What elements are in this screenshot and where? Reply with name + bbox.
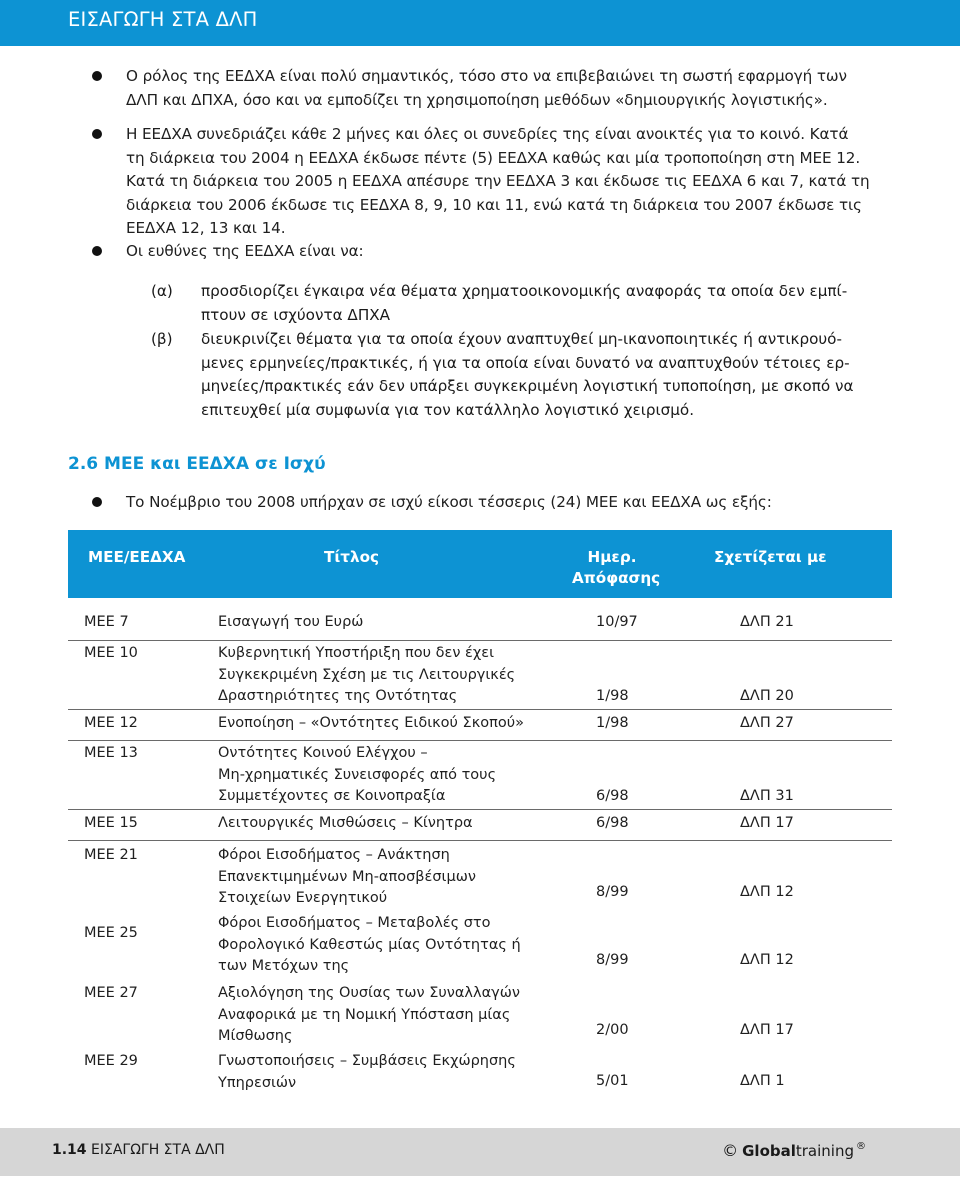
row-date: 1/98 xyxy=(596,688,629,704)
text-line: ΕΕΔΧΑ 12, 13 και 14. xyxy=(126,219,286,237)
row-title-line: Φόροι Εισοδήματος – Ανάκτηση xyxy=(218,847,450,863)
brand-name-bold: Global xyxy=(742,1142,796,1160)
page-header-band xyxy=(0,0,960,46)
row-title xyxy=(218,743,568,808)
column-header-code: ΜΕΕ/ΕΕΔΧΑ xyxy=(88,548,186,566)
row-related: ΔΛΠ 12 xyxy=(740,952,794,968)
section-intro-text: Το Νοέμβριο του 2008 υπήρχαν σε ισχύ είκοσι τέσσερις (24) ΜΕΕ και ΕΕΔΧΑ ως εξής: xyxy=(126,493,772,511)
table-header xyxy=(68,530,892,598)
bullet-item xyxy=(92,123,882,241)
row-title xyxy=(218,713,598,735)
section-heading: 2.6 ΜΕΕ και ΕΕΔΧΑ σε Ισχύ xyxy=(68,454,326,474)
row-related: ΔΛΠ 12 xyxy=(740,884,794,900)
row-code: ΜΕΕ 25 xyxy=(84,925,138,941)
text-line: μηνείες/πρακτικές εάν δεν υπάρξει συγκεκριμένη λογιστική τυποποίηση, με σκοπό να xyxy=(201,377,854,395)
row-title-line: Στοιχείων Ενεργητικού xyxy=(218,890,388,906)
row-related: ΔΛΠ 1 xyxy=(740,1073,785,1089)
sub-item-label: (α) xyxy=(151,282,173,300)
column-header-date-line: Απόφασης xyxy=(572,569,661,587)
copyright-icon: © xyxy=(722,1141,739,1160)
row-title-line: Αναφορικά με τη Νομική Υπόσταση μίας xyxy=(218,1006,511,1023)
bullet-dot-icon xyxy=(92,246,102,256)
row-title-line: Φόροι Εισοδήματος – Μεταβολές στο xyxy=(218,915,491,931)
row-date: 1/98 xyxy=(596,715,629,731)
page-number: 1.14 xyxy=(52,1142,87,1158)
row-title-line: Μη-χρηματικές Συνεισφορές από τους xyxy=(218,766,497,783)
page-header-title: ΕΙΣΑΓΩΓΗ ΣΤΑ ΔΛΠ xyxy=(68,8,258,31)
text-line: Η ΕΕΔΧΑ συνεδριάζει κάθε 2 μήνες και όλες οι συνεδρίες της είναι ανοικτές για το κοινό. Κατά xyxy=(126,125,849,143)
text-line: προσδιορίζει έγκαιρα νέα θέματα χρηματοοικονομικής αναφοράς τα οποία δεν εμπί- xyxy=(201,282,848,300)
row-title-line: Αξιολόγηση της Ουσίας των Συναλλαγών xyxy=(218,985,520,1001)
text-line: Κατά τη διάρκεια του 2005 η ΕΕΔΧΑ απέσυρε την ΕΕΔΧΑ 3 και έκδωσε τις ΕΕΔΧΑ 6 και 7, κατά τη xyxy=(126,172,870,190)
sub-item xyxy=(147,280,882,327)
row-date: 5/01 xyxy=(596,1073,629,1089)
bullet-dot-icon xyxy=(92,129,102,139)
row-divider xyxy=(68,740,892,741)
text-line: πτουν σε ισχύοντα ΔΠΧΑ xyxy=(201,305,391,324)
row-divider xyxy=(68,640,892,641)
brand-name-regular: training xyxy=(795,1142,854,1160)
row-title xyxy=(218,813,568,835)
row-code: ΜΕΕ 7 xyxy=(84,614,129,630)
row-related: ΔΛΠ 17 xyxy=(740,1022,794,1038)
row-date: 6/98 xyxy=(596,788,629,804)
sub-item-text xyxy=(201,280,882,327)
text-line: μενες ερμηνείες/πρακτικές, ή για τα οποία είναι δυνατό να αναπτυχθούν τέτοιες ερ- xyxy=(201,353,850,372)
text-line: τη διάρκεια του 2004 η ΕΕΔΧΑ έκδωσε πέντε (5) ΕΕΔΧΑ καθώς και μία τροποποίηση στη ΜΕΕ 12. xyxy=(126,148,861,167)
footer-brand xyxy=(722,1141,866,1160)
row-title-line: Ενοποίηση – «Οντότητες Ειδικού Σκοπού» xyxy=(218,715,524,731)
row-date: 6/98 xyxy=(596,815,629,831)
row-title-line: Εισαγωγή του Ευρώ xyxy=(218,614,364,630)
row-related: ΔΛΠ 17 xyxy=(740,815,794,831)
row-title xyxy=(218,643,568,708)
row-title-line: Γνωστοποιήσεις – Συμβάσεις Εκχώρησης xyxy=(218,1053,516,1069)
row-title-line: Δραστηριότητες της Οντότητας xyxy=(218,688,458,704)
row-title-line: Φορολογικό Καθεστώς μίας Οντότητας ή xyxy=(218,936,521,953)
row-date: 10/97 xyxy=(596,614,638,630)
footer-page-info xyxy=(52,1142,225,1158)
row-title xyxy=(218,983,568,1048)
row-related: ΔΛΠ 21 xyxy=(740,614,794,630)
row-related: ΔΛΠ 31 xyxy=(740,788,794,804)
row-date: 2/00 xyxy=(596,1022,629,1038)
row-title-line: Μίσθωσης xyxy=(218,1028,293,1044)
row-divider xyxy=(68,709,892,710)
row-title xyxy=(218,845,568,910)
bullet-dot-icon xyxy=(92,71,102,81)
row-code: ΜΕΕ 12 xyxy=(84,715,138,731)
text-line: Οι ευθύνες της ΕΕΔΧΑ είναι να: xyxy=(126,242,364,260)
row-date: 8/99 xyxy=(596,884,629,900)
column-header-date-line: Ημερ. xyxy=(587,548,637,566)
row-title-line: Συγκεκριμένη Σχέση με τις Λειτουργικές xyxy=(218,666,516,683)
row-divider xyxy=(68,840,892,841)
row-code: ΜΕΕ 10 xyxy=(84,645,138,661)
text-line: Ο ρόλος της ΕΕΔΧΑ είναι πολύ σημαντικός, τόσο στο να επιβεβαιώνει τη σωστή εφαρμογή των xyxy=(126,67,847,85)
bullet-item xyxy=(92,65,882,112)
row-title xyxy=(218,612,568,634)
bullet-text xyxy=(126,123,882,241)
row-date: 8/99 xyxy=(596,952,629,968)
registered-icon: ® xyxy=(856,1141,866,1152)
text-line: διάρκεια του 2006 έκδωσε τις ΕΕΔΧΑ 8, 9, 10 και 11, ενώ κατά τη διάρκεια του 2007 έκδωσε τις xyxy=(126,195,862,214)
row-title-line: Λειτουργικές Μισθώσεις – Κίνητρα xyxy=(218,815,473,831)
sub-item-text xyxy=(201,328,882,422)
row-title-line: των Μετόχων της xyxy=(218,958,350,974)
row-title-line: Επανεκτιμημένων Μη-αποσβέσιμων xyxy=(218,868,476,885)
row-code: ΜΕΕ 21 xyxy=(84,847,138,863)
column-header-date xyxy=(572,547,661,589)
sub-item-label: (β) xyxy=(151,330,173,348)
bullet-item xyxy=(92,491,892,515)
row-title xyxy=(218,1051,568,1094)
bullet-item xyxy=(92,240,882,264)
row-title-line: Κυβερνητική Υποστήριξη που δεν έχει xyxy=(218,645,495,661)
row-code: ΜΕΕ 13 xyxy=(84,745,138,761)
text-line: επιτευχθεί μία συμφωνία για τον κατάλληλο λογιστικό χειρισμό. xyxy=(201,400,695,419)
footer-chapter-label: ΕΙΣΑΓΩΓΗ ΣΤΑ ΔΛΠ xyxy=(91,1142,225,1158)
row-related: ΔΛΠ 20 xyxy=(740,688,794,704)
row-title xyxy=(218,913,568,978)
page-footer xyxy=(0,1128,960,1176)
sub-item xyxy=(147,328,882,422)
column-header-related: Σχετίζεται με xyxy=(714,548,827,566)
column-header-title: Τίτλος xyxy=(324,548,380,566)
row-related: ΔΛΠ 27 xyxy=(740,715,794,731)
row-title-line: Υπηρεσιών xyxy=(218,1074,297,1091)
row-code: ΜΕΕ 29 xyxy=(84,1053,138,1069)
row-code: ΜΕΕ 27 xyxy=(84,985,138,1001)
bullet-text xyxy=(126,65,882,112)
row-code: ΜΕΕ 15 xyxy=(84,815,138,831)
text-line: διευκρινίζει θέματα για τα οποία έχουν αναπτυχθεί μη-ικανοποιητικές ή αντικρουό- xyxy=(201,330,842,348)
text-line: ΔΛΠ και ΔΠΧΑ, όσο και να εμποδίζει τη χρησιμοποίηση μεθόδων «δημιουργικής λογιστικής». xyxy=(126,90,828,109)
bullet-text xyxy=(126,240,882,264)
row-divider xyxy=(68,809,892,810)
row-title-line: Συμμετέχοντες σε Κοινοπραξία xyxy=(218,788,446,804)
row-title-line: Οντότητες Κοινού Ελέγχου – xyxy=(218,745,428,761)
bullet-dot-icon xyxy=(92,497,102,507)
